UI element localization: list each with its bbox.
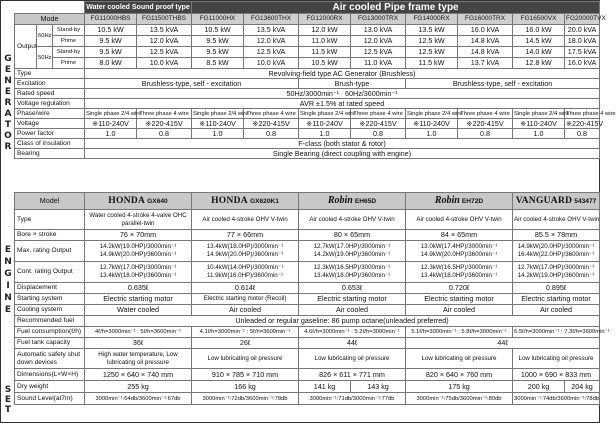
- model-name: FG11500THBS: [137, 14, 192, 25]
- prime-label: Prime: [53, 36, 85, 47]
- voltage-regulation-value: AVR ±1.5% at rated speed: [85, 99, 600, 109]
- safety-devices-label: Automatic safety shut down devices: [15, 349, 85, 369]
- recommended-fuel-value: Unleaded or regular gaseline: 86 pump octane(unleaded preferred): [85, 316, 600, 327]
- sound-level-value: 3000min⁻¹:75db/3600min⁻¹:80db: [406, 393, 513, 405]
- cont-output-value: [513, 262, 600, 283]
- bore-stroke-value: 84 × 65mm: [406, 230, 513, 241]
- output-line: 11.9kW(16.0HP)/3600min⁻¹: [206, 272, 284, 279]
- safety-devices-value: Low lubricating oil pressure: [192, 349, 299, 369]
- dry-weight-label: Dry weight: [15, 381, 85, 393]
- engine-type-value: Air cooled 4-stroke OHV V-twin: [192, 210, 299, 230]
- displacement-value: 0.614ℓ: [192, 283, 299, 294]
- bore-stroke-value: 80 × 65mm: [299, 230, 406, 241]
- voltage-value: ※220-415V: [566, 118, 604, 128]
- fuel-consumption-value: 4.1ℓ/h=3000min⁻¹ : 5ℓ/h=3600min⁻¹: [192, 327, 299, 338]
- output-line: 12.7kW(17.0HP)/3000min⁻¹: [313, 243, 391, 251]
- cont-output-value: [192, 262, 299, 283]
- fuel-tank-value: 44ℓ: [299, 338, 406, 349]
- safety-devices-value: Low lubricating oil pressure: [299, 349, 406, 369]
- power-factor-value: 0.8: [351, 129, 406, 139]
- power-factor-value: 0.8: [137, 129, 192, 139]
- speed-60hz: 60Hz/3600min⁻¹: [345, 88, 398, 98]
- dry-weight-value: 166 kg: [192, 381, 299, 393]
- output-value: 9.5 kW: [192, 36, 244, 47]
- generator-table: [14, 1, 616, 159]
- air-cooled-header: Air cooled Pipe frame type: [192, 2, 600, 14]
- output-label: Output: [15, 25, 37, 69]
- output-value: 10.5 kW: [299, 58, 351, 69]
- excitation-value: Brushless-type, self - excitation: [406, 79, 600, 89]
- output-value: 13.7 kVA: [458, 58, 513, 69]
- power-factor-value: 1.0: [406, 129, 458, 139]
- cooling-system-value: Water cooled: [85, 305, 192, 316]
- output-value: 12.5 kVA: [351, 47, 406, 58]
- output-value: 13.5 kVA: [244, 25, 299, 36]
- voltage-value: ※110-240V: [406, 119, 458, 129]
- output-value: 20.0 kVA: [565, 25, 600, 36]
- displacement-value: 0.895ℓ: [513, 283, 600, 294]
- robin-logo: Robin: [434, 194, 460, 206]
- fuel-tank-value: 36ℓ: [85, 338, 192, 349]
- engine-model-cell: [192, 193, 299, 210]
- dimensions-value: 910 × 785 × 710 mm: [192, 369, 299, 381]
- displacement-value: 0.720ℓ: [406, 283, 513, 294]
- dimensions-value: 1250 × 640 × 740 mm: [85, 369, 192, 381]
- bore-stroke-value: 76 × 70mm: [85, 230, 192, 241]
- output-value: 12.8 kW: [513, 58, 565, 69]
- phase-value: Single phase 2/4 wire: [193, 110, 249, 117]
- excitation-value: Brush-type: [299, 79, 406, 89]
- output-value: 17.5 kVA: [565, 47, 600, 58]
- phase-value: Single phase 2/4 wire: [300, 110, 356, 117]
- voltage-regulation-label: Voltage regulation: [15, 99, 85, 109]
- power-factor-label: Power factor: [15, 129, 85, 139]
- engine-type-value: Water cooled 4-stroke 4-valve OHC parallel-twin: [85, 210, 192, 230]
- output-value: 10.0 kVA: [244, 58, 299, 69]
- power-factor-value: 0.8: [458, 129, 513, 139]
- bore-stroke-value: 85.5 × 78mm: [513, 230, 600, 241]
- output-value: 13.5 kW: [406, 25, 458, 36]
- output-line: 14.9kW(20.0HP)/3600min⁻¹: [420, 251, 498, 258]
- phase-value: Single phase 2/4 wire: [86, 110, 142, 117]
- starting-system-value: Electric starting motor: [513, 294, 600, 305]
- speed-50hz: 50Hz/3000min⁻¹: [286, 88, 340, 98]
- engine-model-name: EH72D: [461, 197, 484, 205]
- dry-weight-value: 255 kg: [85, 381, 192, 393]
- robin-logo: Robin: [327, 194, 353, 206]
- output-value: 16.0 kVA: [565, 58, 600, 69]
- model-name: FG12000RX: [299, 14, 351, 25]
- output-value: 12.5 kVA: [244, 47, 299, 58]
- output-value: 16.0 kW: [513, 25, 565, 36]
- power-factor-value: 0.8: [565, 129, 600, 139]
- output-line: 13.4kW(18.0HP)/3600min⁻¹: [313, 272, 391, 279]
- max-output-value: [406, 241, 513, 262]
- output-value: 9.5 kW: [85, 36, 137, 47]
- excitation-label: Excitation: [15, 79, 85, 89]
- output-line: 12.3kW(16.5HP)/3000min⁻¹: [313, 264, 391, 272]
- honda-logo: HONDA: [211, 195, 248, 206]
- engine-model-name: GX640: [147, 197, 168, 205]
- engine-type-value: Air cooled 4-stroke OHV V-twin: [299, 210, 406, 230]
- output-line: 12.7kW(17.0HP)/3000min⁻¹: [99, 264, 177, 272]
- output-line: 10.4kW(14.0HP)/3000min⁻¹: [206, 264, 284, 272]
- rated-speed-value: [85, 89, 600, 99]
- output-line: 13.4kW(18.0HP)/3600min⁻¹: [99, 272, 177, 279]
- output-value: 10.5 kW: [192, 25, 244, 36]
- prime-label: Prime: [53, 58, 85, 69]
- phase-value: Three phase 4 wire: [566, 110, 616, 117]
- set-section-label: [1, 379, 14, 421]
- output-line: 13.0kW(17.4HP)/3000min⁻¹: [420, 243, 498, 251]
- output-value: 12.5 kW: [406, 36, 458, 47]
- max-output-label: Max. rating Output: [15, 241, 85, 262]
- hz60-label: 60Hz: [37, 25, 53, 47]
- output-value: 14.5 kW: [513, 36, 565, 47]
- dry-weight-value: 143 kg: [351, 381, 406, 393]
- cont-output-label: Cont. rating Output: [15, 262, 85, 283]
- engine-model-cell: [299, 193, 406, 210]
- output-value: 11.5 kW: [406, 58, 458, 69]
- fuel-consumption-value: 5.1ℓ/h=3000min⁻¹ : 5.8ℓ/h=3000min⁻¹: [406, 327, 513, 338]
- power-factor-value: 1.0: [192, 129, 244, 139]
- insulation-class-label: Class of insulation: [15, 139, 85, 149]
- rated-speed-label: Rated speed: [15, 89, 85, 99]
- water-cooled-header: Water cooled Sound proof type: [85, 2, 192, 14]
- safety-devices-value: Low lubricating oil pressure: [406, 349, 513, 369]
- displacement-value: 0.653ℓ: [299, 283, 406, 294]
- cooling-system-value: Air cooled: [192, 305, 299, 316]
- voltage-value: ※110-240V: [192, 119, 244, 129]
- output-value: 14.8 kVA: [458, 36, 513, 47]
- displacement-value: 0.635ℓ: [85, 283, 192, 294]
- output-line: 13.4kW(18.0HP)/3000min⁻¹: [206, 243, 284, 251]
- power-factor-value: 1.0: [513, 129, 565, 139]
- model-name: FG16500VX: [513, 14, 565, 25]
- output-value: 12.0 kW: [299, 25, 351, 36]
- fuel-tank-label: Fuel tank capacity: [15, 338, 85, 349]
- engine-model-name: GX620K1: [249, 197, 279, 205]
- cont-output-value: [299, 262, 406, 283]
- starting-system-value: Electric starting motor: [85, 294, 192, 305]
- output-value: 13.5 kVA: [137, 25, 192, 36]
- bore-stroke-value: 77 × 66mm: [192, 230, 299, 241]
- generator-type-value: Revolving-field type AC Generator (Brushless): [85, 69, 600, 79]
- engine-type-label: Type: [15, 210, 85, 230]
- engine-model-cell: [85, 193, 192, 210]
- output-line: 16.4kW(22.0HP)/3600min⁻¹: [517, 251, 595, 258]
- phase-wire-label: Phase/wire: [15, 109, 85, 119]
- max-output-value: [513, 241, 600, 262]
- engine-type-value: Air cooled 4-stroke OHV V-twin: [406, 210, 513, 230]
- voltage-value: ※220-415V: [458, 119, 513, 129]
- excitation-value: Brushless-type, self - excitation: [85, 79, 299, 89]
- displacement-label: Displacement: [15, 283, 85, 294]
- output-value: 8.0 kW: [85, 58, 137, 69]
- starting-system-value: Electric starting motor: [299, 294, 406, 305]
- engine-model-cell: [513, 193, 600, 210]
- output-value: 12.0 kVA: [137, 36, 192, 47]
- output-line: 14.2kW(19.0HP)/3600min⁻¹: [517, 272, 595, 279]
- fuel-consumption-value: 6.5ℓ/h=3000min⁻¹ : 7.3ℓ/h=3600min⁻¹: [513, 327, 600, 338]
- phase-value: Single phase 2/4 wire: [514, 110, 570, 117]
- model-name: FG13600THX: [244, 14, 299, 25]
- output-line: 13.4kW(18.0HP)/3600min⁻¹: [420, 272, 498, 279]
- power-factor-value: 1.0: [299, 129, 351, 139]
- bore-stroke-label: Bore × stroke: [15, 230, 85, 241]
- max-output-value: [192, 241, 299, 262]
- output-value: 11.0 kW: [299, 36, 351, 47]
- starting-system-value: Electric starting motor (Recoil): [192, 294, 299, 305]
- voltage-value: ※110-240V: [513, 119, 565, 129]
- standby-label: Stand-by: [53, 25, 85, 36]
- type-label: Type: [15, 69, 85, 79]
- generator-section-text: GENERATOR: [3, 54, 13, 153]
- output-value: 10.5 kW: [85, 25, 137, 36]
- dry-weight-value: 204 kg: [565, 381, 600, 393]
- safety-devices-value: High water temperature, Low lubricating oil pressure: [85, 349, 192, 369]
- cont-output-value: [85, 262, 192, 283]
- model-name: FG14000RX: [406, 14, 458, 25]
- dry-weight-value: 200 kg: [513, 381, 565, 393]
- output-line: 12.3kW(16.5HP)/3000min⁻¹: [420, 264, 498, 272]
- cooling-system-label: Cooling system: [15, 305, 85, 316]
- bearing-value: Single Bearing (direct coupling with engine): [85, 149, 600, 159]
- insulation-class-value: F-class (both stator & rotor): [85, 139, 600, 149]
- output-line: 14.9kW(20.0HP)/3600min⁻¹: [206, 251, 284, 258]
- output-value: 12.0 kVA: [244, 36, 299, 47]
- voltage-value: ※110-240V: [85, 119, 137, 129]
- output-value: 14.0 kW: [513, 47, 565, 58]
- fuel-consumption-label: Fuel consumption(ℓ/h): [15, 327, 85, 338]
- max-output-value: [299, 241, 406, 262]
- dimensions-label: Dimensions(L×W×H): [15, 369, 85, 381]
- model-name: FG11000HX: [192, 14, 244, 25]
- voltage-value: ※220-415V: [244, 119, 299, 129]
- standby-label: Stand-by: [53, 47, 85, 58]
- output-value: 8.5 kW: [192, 58, 244, 69]
- output-value: 11.5 kW: [299, 47, 351, 58]
- output-line: 12.7kW(17.0HP)/3000min⁻¹: [517, 264, 595, 272]
- vanguard-logo: VANGUARD: [515, 195, 573, 206]
- output-value: 9.5 kW: [192, 47, 244, 58]
- header-blank: [15, 2, 85, 14]
- hz50-label: 50Hz: [37, 47, 53, 69]
- generator-section-label: [1, 31, 14, 176]
- bearing-label: Bearing: [15, 149, 85, 159]
- phase-value: Single phase 2/4 wire: [407, 110, 463, 117]
- phase-value: Three phase 4 wire: [244, 109, 299, 119]
- max-output-value: [85, 241, 192, 262]
- safety-devices-value: Low lubricating oil pressure: [513, 349, 600, 369]
- phase-value: Three phase 4 wire: [458, 109, 513, 119]
- sound-level-value: 3000min⁻¹:72db/3600min⁻¹:78db: [192, 393, 299, 405]
- model-name: FG20000TVX: [565, 14, 600, 25]
- engine-section-label: [1, 196, 14, 366]
- dimensions-value: 826 × 611 × 771 mm: [299, 369, 406, 381]
- model-name: FG13000TRX: [351, 14, 406, 25]
- fuel-consumption-value: 4.6ℓ/h=3000min⁻¹ : 5.2ℓ/h=3000min⁻¹: [299, 327, 406, 338]
- engine-type-value: Air cooled 4-stroke OHV V-twin: [513, 210, 600, 230]
- fuel-tank-value: 44ℓ: [406, 338, 600, 349]
- cooling-system-value: Air cooled: [513, 305, 600, 316]
- output-line: 14.2kW(19.0HP)/3600min⁻¹: [313, 251, 391, 258]
- output-value: 14.8 kVA: [458, 47, 513, 58]
- phase-value: Three phase 4 wire: [351, 109, 406, 119]
- voltage-value: ※220-415V: [137, 119, 192, 129]
- voltage-value: ※220-415V: [351, 119, 406, 129]
- model-name: FG11000HBS: [85, 14, 137, 25]
- sound-level-value: 3000min⁻¹:64db/3600min⁻¹:67db: [85, 393, 192, 405]
- output-value: 12.5 kW: [406, 47, 458, 58]
- engine-table: [14, 192, 610, 405]
- output-value: 12.0 kVA: [351, 36, 406, 47]
- recommended-fuel-label: Recommended fuel: [15, 316, 85, 327]
- cooling-system-value: Air cooled: [299, 305, 406, 316]
- output-value: 10.0 kVA: [137, 58, 192, 69]
- starting-system-value: Electric starting motor: [406, 294, 513, 305]
- output-line: 14.9kW(20.0HP)/3600min⁻¹: [99, 251, 177, 258]
- output-value: 16.0 kVA: [458, 25, 513, 36]
- power-factor-value: 0.8: [244, 129, 299, 139]
- dry-weight-value: 141 kg: [299, 381, 351, 393]
- output-line: 14.9kW(20.0HP)/3000min⁻¹: [517, 243, 595, 251]
- sound-level-value: 3000min⁻¹:74db/3600min⁻¹:78db: [513, 393, 600, 405]
- sound-level-label: Sound Level(at7m): [15, 393, 85, 405]
- engine-model-name: EH65D: [354, 197, 377, 205]
- voltage-label: Voltage: [15, 119, 85, 129]
- set-section-text: SET: [3, 385, 13, 415]
- engine-section-text: ENGINE: [3, 245, 13, 317]
- power-factor-value: 1.0: [85, 129, 137, 139]
- output-value: 13.0 kVA: [351, 25, 406, 36]
- output-line: 14.2kW(19.0HP)/3000min⁻¹: [99, 243, 177, 251]
- output-value: 12.5 kVA: [137, 47, 192, 58]
- dimensions-value: 1000 × 690 × 833 mm: [513, 369, 600, 381]
- fuel-consumption-value: 4ℓ/h=3000min⁻¹ : 5ℓ/h=3600min⁻¹: [85, 327, 192, 338]
- cont-output-value: [406, 262, 513, 283]
- engine-model-cell: [406, 193, 513, 210]
- fuel-tank-value: 26ℓ: [192, 338, 299, 349]
- output-value: 18.0 kVA: [565, 36, 600, 47]
- engine-model-label: Model: [15, 193, 85, 210]
- voltage-value: ※110-240V: [299, 119, 351, 129]
- output-value: 9.5 kW: [85, 47, 137, 58]
- dimensions-value: 820 × 640 × 760 mm: [406, 369, 513, 381]
- dry-weight-value: 175 kg: [406, 381, 513, 393]
- engine-model-name: 543477: [574, 197, 597, 205]
- phase-value: Three phase 4 wire: [137, 109, 192, 119]
- starting-system-label: Starting system: [15, 294, 85, 305]
- cooling-system-value: Air cooled: [406, 305, 513, 316]
- honda-logo: HONDA: [108, 195, 146, 206]
- model-name: FG16000TRX: [458, 14, 513, 25]
- output-value: 11.0 kVA: [351, 58, 406, 69]
- sound-level-value: 3000min⁻¹:71db/3000min⁻¹:77db: [299, 393, 406, 405]
- mode-label: Mode: [15, 14, 85, 25]
